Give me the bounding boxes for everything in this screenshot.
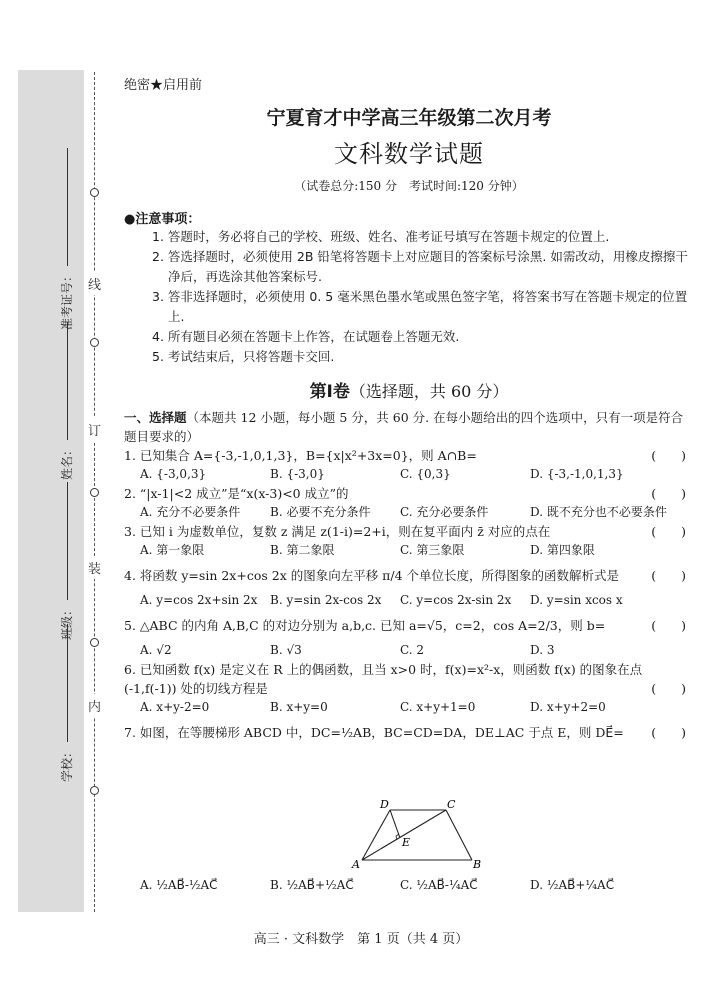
question-options <box>124 641 694 660</box>
option: C. 2 <box>400 643 425 657</box>
exam-info: （试卷总分:150 分 考试时间:120 分钟） <box>294 179 524 193</box>
option: A. y=cos 2x+sin 2x <box>140 593 258 607</box>
option: C. ½AB⃗-¼AC⃗ <box>400 878 478 892</box>
label-c: C <box>447 798 456 811</box>
question-stem: 6. 已知函数 f(x) 是定义在 R 上的偶函数，且当 x>0 时，f(x)=x²-x，则函数 f(x) 的图象在点 (-1,f(-1)) 处的切线方程是 ( ) <box>124 662 686 696</box>
question-options <box>124 465 694 484</box>
edge-ad <box>362 810 390 860</box>
exam-title: 宁夏育才中学高三年级第二次月考 <box>266 107 552 129</box>
option: D. ½AB⃗+¼AC⃗ <box>530 878 615 892</box>
option: B. ½AB⃗+½AC⃗ <box>270 878 354 892</box>
option: D. x+y+2=0 <box>530 700 606 714</box>
option: D. y=sin xcos x <box>530 593 623 607</box>
question-options <box>124 591 694 610</box>
option: C. 充分必要条件 <box>400 505 489 519</box>
label-b: B <box>473 858 482 870</box>
option: D. 既不充分也不必要条件 <box>530 505 667 519</box>
label-a: A <box>352 858 360 870</box>
option: A. √2 <box>140 643 172 657</box>
notes-heading: ●注意事项： <box>124 212 201 227</box>
option: B. √3 <box>270 643 302 657</box>
page-content <box>124 74 694 742</box>
option: C. 第三象限 <box>400 543 465 557</box>
exam-subject: 文科数学试题 <box>334 140 484 168</box>
binding-word: 线 <box>88 272 101 295</box>
class-field[interactable]: 班级： <box>58 482 75 640</box>
question-stem: 2. “|x-1|<2 成立”是“x(x-3)<0 成立”的 ( ) <box>124 486 686 501</box>
question-stem: 7. 如图，在等腰梯形 ABCD 中，DC=½AB，BC=CD=DA，DE⊥AC 于点 E，则 DE⃗= ( ) <box>124 725 686 740</box>
exam-number-field[interactable]: 准考证号： <box>58 148 75 330</box>
option: B. 第二象限 <box>270 543 335 557</box>
note-item: 3. 答非选择题时，必须使用 0. 5 毫米黑色墨水笔或黑色签字笔，将答案书写在答题卡规定的位置上. <box>152 289 688 324</box>
name-field[interactable]: 姓名： <box>58 322 75 480</box>
option: C. {0,3} <box>400 467 451 481</box>
option: B. x+y=0 <box>270 700 328 714</box>
binding-hole <box>90 638 99 647</box>
school-field[interactable]: 学校： <box>58 624 75 782</box>
question-options <box>124 541 694 560</box>
note-item: 2. 答选择题时，必须使用 2B 铅笔将答题卡上对应题目的答案标号涂黑. 如需改动，用橡皮擦擦干净后，再选涂其他答案标号. <box>152 249 688 284</box>
question-stem: 5. △ABC 的内角 A,B,C 的对边分别为 a,b,c. 已知 a=√5，c=2，cos A=2/3，则 b= ( ) <box>124 618 686 633</box>
segment-de <box>390 810 400 838</box>
binding-hole <box>90 338 99 347</box>
note-item: 4. 所有题目必须在答题卡上作答，在试题卷上答题无效. <box>152 329 460 344</box>
binding-word: 装 <box>88 556 101 579</box>
question-list <box>124 446 694 742</box>
question-options <box>124 876 694 895</box>
binding-word: 订 <box>88 418 101 441</box>
q7-options-block <box>124 876 694 895</box>
option: B. {-3,0} <box>270 467 325 481</box>
volume-heading: 第Ⅰ卷（选择题，共 60 分） <box>309 382 509 402</box>
option: D. 第四象限 <box>530 543 595 557</box>
option: D. 3 <box>530 643 555 657</box>
option: D. {-3,-1,0,1,3} <box>530 467 624 481</box>
label-e: E <box>402 836 411 849</box>
section-heading: 一、选择题（本题共 12 小题，每小题 5 分，共 60 分. 在每小题给出的四个选项中，只有一项是符合题目要求的） <box>124 410 684 444</box>
option: B. y=sin 2x-cos 2x <box>270 593 382 607</box>
option: A. ½AB⃗-½AC⃗ <box>140 878 218 892</box>
page-footer: 高三 · 文科数学 第 1 页（共 4 页） <box>253 932 469 947</box>
question-stem: 4. 将函数 y=sin 2x+cos 2x 的图象向左平移 π/4 个单位长度，所得图象的函数解析式是 ( ) <box>124 568 686 583</box>
note-item: 1. 答题时，务必将自己的学校、班级、姓名、准考证号填写在答题卡规定的位置上. <box>152 229 610 244</box>
note-item: 5. 考试结束后，只将答题卡交回. <box>152 349 335 364</box>
edge-cb <box>446 810 472 860</box>
option: C. y=cos 2x-sin 2x <box>400 593 512 607</box>
binding-word: 内 <box>88 694 101 717</box>
binding-hole <box>90 488 99 497</box>
trapezoid-figure <box>350 798 490 870</box>
binding-hole <box>90 786 99 795</box>
option: C. x+y+1=0 <box>400 700 476 714</box>
option: A. {-3,0,3} <box>140 467 207 481</box>
question-options <box>124 698 694 717</box>
secret-mark: 绝密★启用前 <box>124 78 203 93</box>
question-stem: 3. 已知 i 为虚数单位，复数 z 满足 z(1-i)=2+i，则在复平面内 z̄ 对应的点在 ( ) <box>124 524 686 539</box>
diagonal-ac <box>362 810 446 860</box>
label-d: D <box>380 798 389 811</box>
question-options <box>124 503 694 522</box>
option: A. 第一象限 <box>140 543 205 557</box>
question-stem: 1. 已知集合 A={-3,-1,0,1,3}，B={x|x²+3x=0}，则 A∩B= ( ) <box>124 448 686 463</box>
option: B. 必要不充分条件 <box>270 505 371 519</box>
option: A. 充分不必要条件 <box>140 505 241 519</box>
option: A. x+y-2=0 <box>140 700 210 714</box>
binding-hole <box>90 188 99 197</box>
